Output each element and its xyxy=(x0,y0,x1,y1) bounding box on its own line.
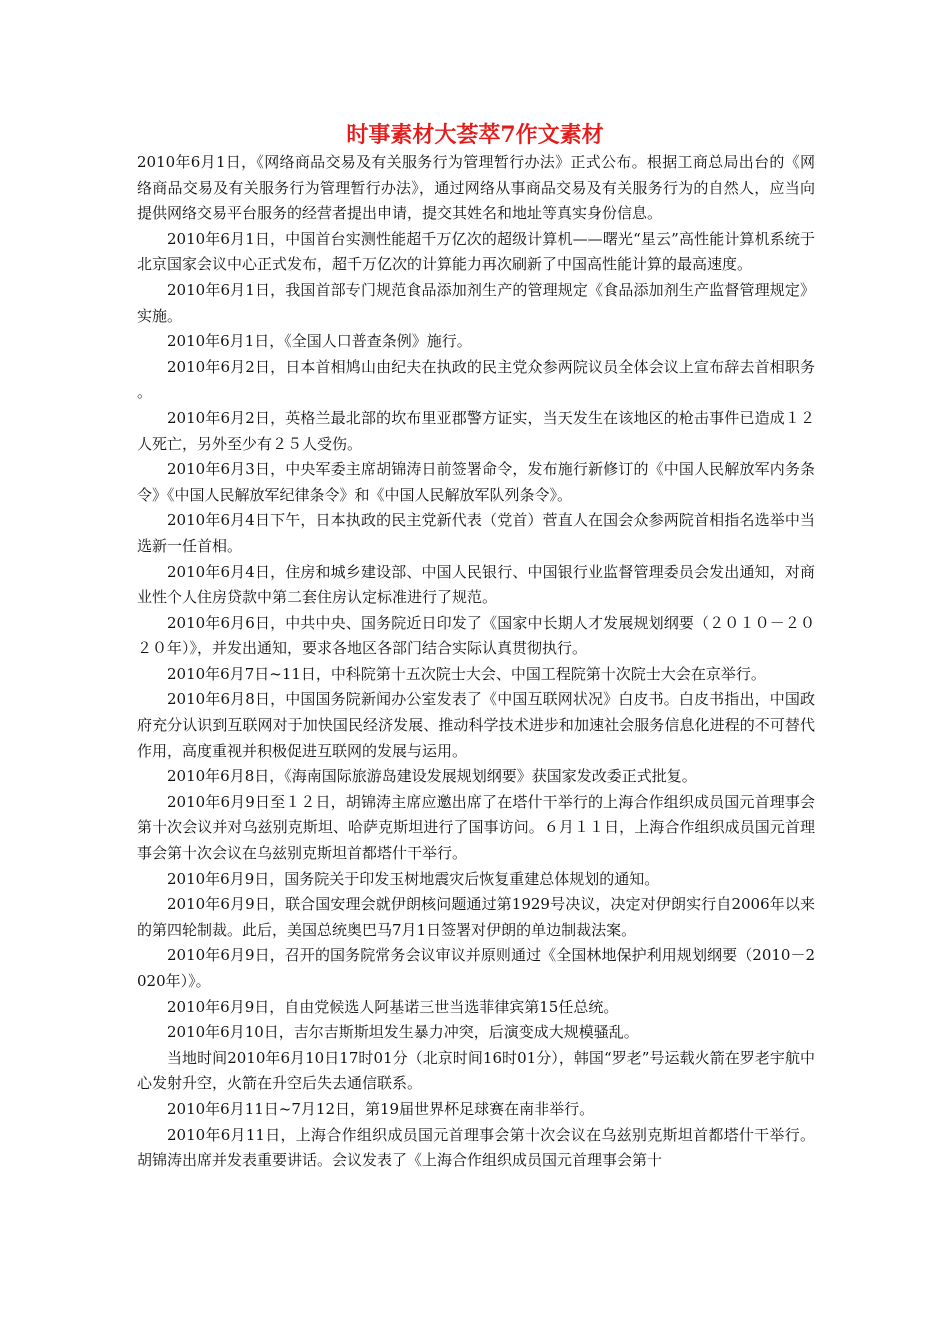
paragraph-8: 2010年6月4日下午，日本执政的民主党新代表（党首）菅直人在国会众参两院首相指名选举中当选新一任首相。 xyxy=(137,511,815,555)
paragraph-15: 2010年6月9日，国务院关于印发玉树地震灾后恢复重建总体规划的通知。 xyxy=(167,869,660,888)
paragraph-21: 2010年6月11日~7月12日，第19届世界杯足球赛在南非举行。 xyxy=(167,1099,595,1118)
paragraph-14: 2010年6月9日至１２日，胡锦涛主席应邀出席了在塔什干举行的上海合作组织成员国元首理事会第十次会议并对乌兹别克斯坦、哈萨克斯坦进行了国事访问。６月１１日，上海合作组织成员国元首理事会第十次会议在乌兹别克斯坦首都塔什干举行。 xyxy=(137,792,815,863)
document-body xyxy=(137,150,815,1174)
paragraph-16: 2010年6月9日，联合国安理会就伊朗核问题通过第1929号决议，决定对伊朗实行自2006年以来的第四轮制裁。此后，美国总统奥巴马7月1日签署对伊朗的单边制裁法案。 xyxy=(137,895,815,939)
paragraph-10: 2010年6月6日，中共中央、国务院近日印发了《国家中长期人才发展规划纲要（２０１０－２０２０年）》，并发出通知，要求各地区各部门结合实际认真贯彻执行。 xyxy=(137,613,815,658)
paragraph-9: 2010年6月4日，住房和城乡建设部、中国人民银行、中国银行业监督管理委员会发出通知，对商业性个人住房贷款中第二套住房认定标准进行了规范。 xyxy=(137,562,815,607)
paragraph-19: 2010年6月10日，吉尔吉斯斯坦发生暴力冲突，后演变成大规模骚乱。 xyxy=(167,1023,639,1042)
paragraph-13: 2010年6月8日，《海南国际旅游岛建设发展规划纲要》获国家发改委正式批复。 xyxy=(167,767,697,786)
paragraph-2: 2010年6月1日，中国首台实测性能超千万亿次的超级计算机——曙光“星云”高性能计算机系统于北京国家会议中心正式发布，超千万亿次的计算能力再次刷新了中国高性能计算的最高速度。 xyxy=(137,229,815,274)
paragraph-7: 2010年6月3日，中央军委主席胡锦涛日前签署命令，发布施行新修订的《中国人民解放军内务条令》《中国人民解放军纪律条令》和《中国人民解放军队列条令》。 xyxy=(137,460,815,504)
paragraph-4: 2010年6月1日，《全国人口普查条例》施行。 xyxy=(167,332,472,351)
paragraph-5: 2010年6月2日，日本首相鸠山由纪夫在执政的民主党众参两院议员全体会议上宣布辞去首相职务。 xyxy=(137,357,815,402)
paragraph-3: 2010年6月1日，我国首部专门规范食品添加剂生产的管理规定《食品添加剂生产监督管理规定》实施。 xyxy=(137,280,815,325)
document-title: 时事素材大荟萃7作文素材 xyxy=(346,122,604,148)
paragraph-1: 2010年6月1日，《网络商品交易及有关服务行为管理暂行办法》正式公布。根据工商总局出台的《网络商品交易及有关服务行为管理暂行办法》，通过网络从事商品交易及有关服务行为的自然人，应当向提供网络交易平台服务的经营者提出申请，提交其姓名和地址等真实身份信息。 xyxy=(137,153,815,223)
paragraph-22: 2010年6月11日，上海合作组织成员国元首理事会第十次会议在乌兹别克斯坦首都塔什干举行。胡锦涛出席并发表重要讲话。会议发表了《上海合作组织成员国元首理事会第十 xyxy=(137,1125,815,1170)
paragraph-18: 2010年6月9日，自由党候选人阿基诺三世当选菲律宾第15任总统。 xyxy=(167,997,619,1016)
paragraph-11: 2010年6月7日~11日，中科院第十五次院士大会、中国工程院第十次院士大会在京举行。 xyxy=(167,664,766,683)
paragraph-12: 2010年6月8日，中国国务院新闻办公室发表了《中国互联网状况》白皮书。白皮书指出，中国政府充分认识到互联网对于加快国民经济发展、推动科学技术进步和加速社会服务信息化进程的不可替代作用，高度重视并积极促进互联网的发展与运用。 xyxy=(137,690,815,760)
paragraph-6: 2010年6月2日，英格兰最北部的坎布里亚郡警方证实，当天发生在该地区的枪击事件已造成１２人死亡，另外至少有２５人受伤。 xyxy=(137,408,815,453)
paragraph-20: 当地时间2010年6月10日17时01分（北京时间16时01分），韩国“罗老”号运载火箭在罗老宇航中心发射升空，火箭在升空后失去通信联系。 xyxy=(137,1048,815,1093)
paragraph-17: 2010年6月9日，召开的国务院常务会议审议并原则通过《全国林地保护利用规划纲要（2010－2020年）》。 xyxy=(137,946,815,990)
